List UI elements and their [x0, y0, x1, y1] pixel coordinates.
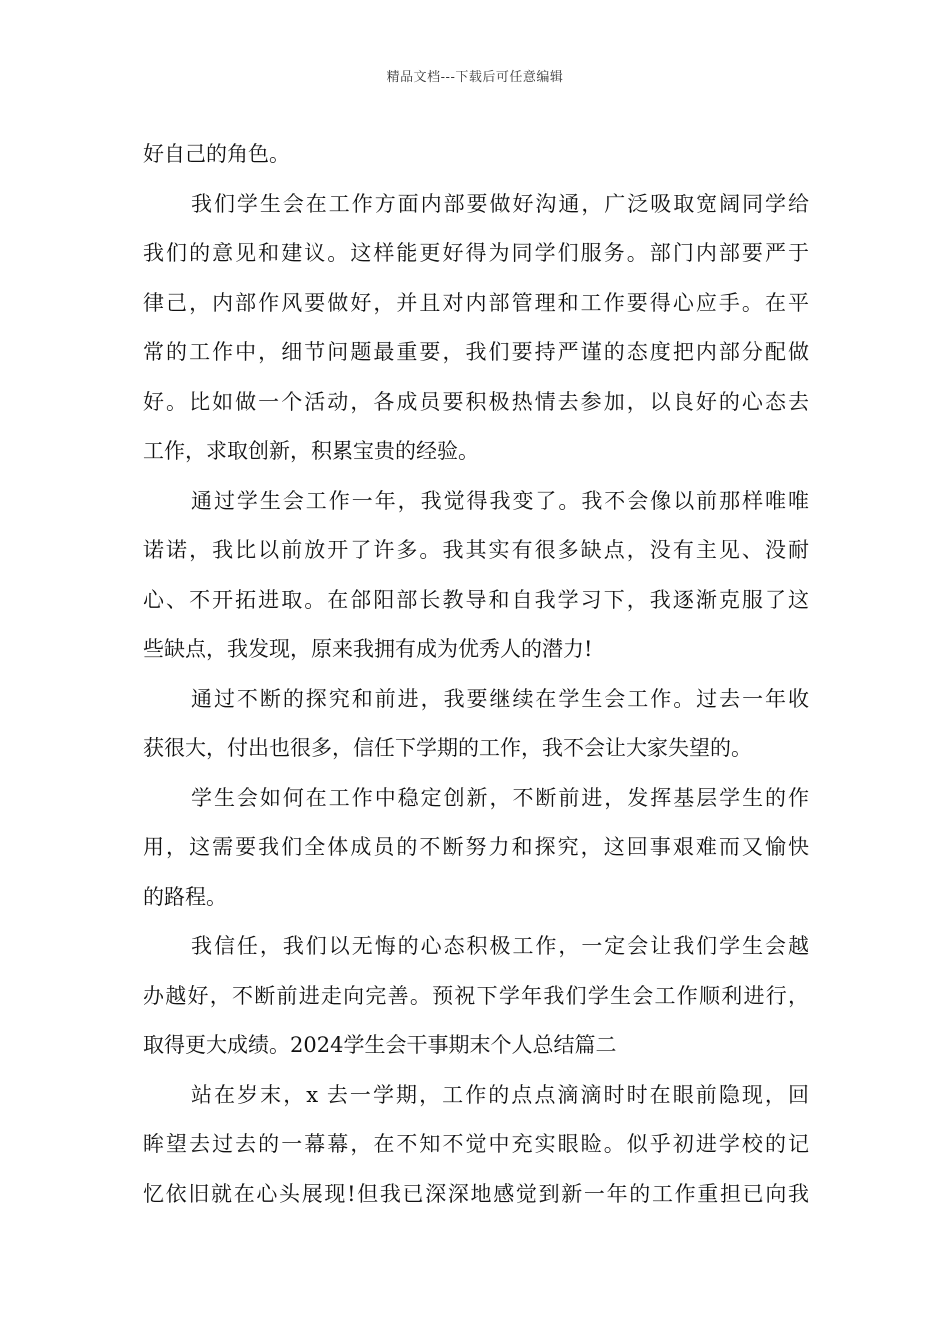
text-line: 眸望去过去的一幕幕，在不知不觉中充实眼睑。似乎初进学校的记	[143, 1132, 809, 1156]
text-line: 好自己的角色。	[143, 142, 290, 166]
text-line: 学生会如何在工作中稳定创新，不断前进，发挥基层学生的作	[191, 785, 809, 810]
text-line: 心、不开拓进取。在郃阳部长教导和自我学习下，我逐渐克服了这	[143, 587, 809, 612]
text-line: 通过学生会工作一年，我觉得我变了。我不会像以前那样唯唯	[191, 488, 809, 513]
text-line: 诺诺，我比以前放开了许多。我其实有很多缺点，没有主见、没耐	[143, 538, 809, 562]
text-line: 获很大，付出也很多，信任下学期的工作，我不会让大家失望的。	[143, 736, 752, 760]
page-header: 精品文档---下载后可任意编辑	[386, 70, 564, 85]
text-line: 常的工作中，细节问题最重要，我们要持严谨的态度把内部分配做	[143, 340, 809, 364]
text-line: 工作，求取创新，积累宝贵的经验。	[143, 439, 479, 463]
text-line: 忆依旧就在心头展现!但我已深深地感觉到新一年的工作重担已向我	[143, 1181, 809, 1206]
text-line: 的路程。	[143, 884, 227, 909]
text-line: 些缺点，我发现，原来我拥有成为优秀人的潜力!	[143, 637, 593, 661]
text-line: 好。比如做一个活动，各成员要积极热情去参加，以良好的心态去	[143, 389, 809, 414]
text-line: 办越好，不断前进走向完善。预祝下学年我们学生会工作顺利进行，	[143, 983, 809, 1008]
text-line: 律己，内部作风要做好，并且对内部管理和工作要得心应手。在平	[143, 290, 809, 315]
text-line: 取得更大成绩。2024学生会干事期末个人总结篇二	[143, 1033, 617, 1057]
text-line: 我信任，我们以无悔的心态积极工作，一定会让我们学生会越	[191, 934, 809, 958]
text-line: 我们的意见和建议。这样能更好得为同学们服务。部门内部要严于	[143, 241, 809, 265]
text-line: 用，这需要我们全体成员的不断努力和探究，这回事艰难而又愉快	[143, 835, 809, 859]
text-line: 站在岁末，x 去一学期，工作的点点滴滴时时在眼前隐现，回	[191, 1082, 809, 1107]
text-line: 我们学生会在工作方面内部要做好沟通，广泛吸取宽阔同学给	[191, 191, 809, 216]
document-body	[143, 130, 809, 1219]
text-line: 通过不断的探究和前进，我要继续在学生会工作。过去一年收	[191, 686, 809, 711]
